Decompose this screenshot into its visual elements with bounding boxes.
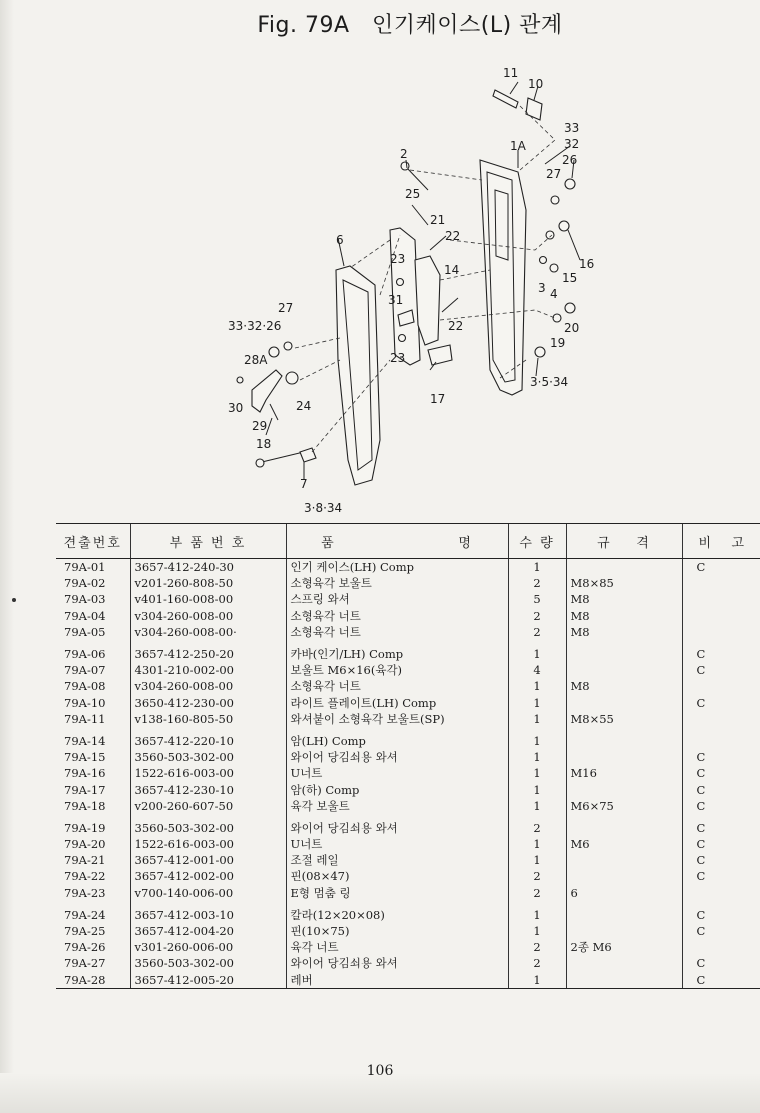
cell-part-name: 와이어 당김쇠용 와셔 [286, 749, 508, 765]
light-plate-10 [526, 98, 542, 120]
cell-remarks [682, 939, 760, 955]
label-22-lower: 22 [448, 319, 464, 333]
table-row [56, 939, 760, 955]
col-header-quantity: 수 량 [508, 524, 566, 559]
label-26: 26 [562, 153, 578, 167]
cell-item-no: 79A-01 [64, 560, 106, 575]
cell-part-no: v301-260-006-00 [130, 939, 286, 955]
nut-16 [559, 221, 569, 231]
label-21: 21 [430, 213, 446, 227]
cell-item-no: 79A-03 [64, 592, 106, 607]
cell-spec [566, 972, 682, 989]
washer-19 [553, 314, 561, 322]
cell-part-name: U너트 [286, 836, 508, 852]
cell-item-no: 79A-23 [64, 885, 106, 900]
cell-spec [566, 814, 682, 836]
cell-item-no: 79A-20 [64, 837, 106, 852]
cell-part-name: 소형육각 너트 [286, 608, 508, 624]
label-6: 6 [336, 233, 344, 247]
page-edge-shadow [0, 0, 14, 1113]
table-row [56, 608, 760, 624]
cell-remarks: C [682, 559, 760, 576]
cell-quantity: 1 [508, 678, 566, 694]
cell-spec [566, 662, 682, 678]
cell-remarks [682, 608, 760, 624]
label-27-left: 27 [278, 301, 294, 315]
cell-part-name: 보울트 M6×16(육각) [286, 662, 508, 678]
cell-spec: M8 [566, 591, 682, 607]
label-11: 11 [503, 66, 519, 80]
label-27: 27 [546, 167, 562, 181]
col-header-part-name: 품 명 [286, 524, 508, 559]
cell-part-no: 3657-412-003-10 [130, 901, 286, 923]
cell-part-name: 와셔붙이 소형육각 보울트(SP) [286, 711, 508, 727]
main-case-1a [480, 160, 526, 395]
table-row [56, 695, 760, 711]
cell-item-no: 79A-06 [64, 647, 106, 662]
cell-item-no: 79A-04 [64, 608, 106, 623]
nut-33-32-26 [269, 347, 279, 357]
cell-spec: M8×85 [566, 575, 682, 591]
label-3-8-34: 3·8·34 [304, 501, 343, 515]
cell-quantity: 1 [508, 727, 566, 749]
cell-spec [566, 695, 682, 711]
cell-part-name: 라이트 플레이트(LH) Comp [286, 695, 508, 711]
table-row [56, 852, 760, 868]
cell-part-name: 카바(인기/LH) Comp [286, 640, 508, 662]
cell-remarks: C [682, 814, 760, 836]
cell-remarks: C [682, 662, 760, 678]
nut-3-5-34 [535, 347, 545, 357]
cell-part-no: v304-260-008-00 [130, 678, 286, 694]
label-22-upper: 22 [445, 229, 461, 243]
page-number: 106 [366, 1063, 394, 1079]
exploded-parts-diagram [200, 60, 600, 520]
cell-remarks [682, 591, 760, 607]
table-row [56, 575, 760, 591]
cell-remarks: C [682, 765, 760, 781]
cell-item-no: 79A-11 [64, 711, 106, 726]
cell-part-no: 4301-210-002-00 [130, 662, 286, 678]
table-row [56, 885, 760, 901]
label-2: 2 [400, 147, 408, 161]
cell-quantity: 2 [508, 624, 566, 640]
cell-part-name: 육각 보울트 [286, 798, 508, 814]
cell-quantity: 1 [508, 923, 566, 939]
cell-item-no: 79A-16 [64, 766, 106, 781]
label-33: 33 [564, 121, 580, 135]
parts-table [56, 523, 760, 989]
cell-remarks: C [682, 695, 760, 711]
cell-spec: M16 [566, 765, 682, 781]
cell-part-no: 1522-616-003-00 [130, 836, 286, 852]
cell-remarks: C [682, 955, 760, 971]
label-31: 31 [388, 293, 404, 307]
label-10: 10 [528, 77, 544, 91]
table-row [56, 640, 760, 662]
washer-15 [546, 231, 554, 239]
ering-23-upper [397, 279, 404, 286]
cell-part-name: 조절 레일 [286, 852, 508, 868]
label-33-32-26: 33·32·26 [228, 319, 282, 333]
cell-quantity: 1 [508, 695, 566, 711]
cell-part-name: E형 멈춤 링 [286, 885, 508, 901]
cell-part-no: 3657-412-004-20 [130, 923, 286, 939]
label-3: 3 [538, 281, 546, 295]
cell-spec: M6 [566, 836, 682, 852]
cell-item-no: 79A-28 [56, 972, 130, 989]
washer-27 [551, 196, 559, 204]
cell-spec [566, 901, 682, 923]
cell-quantity: 2 [508, 885, 566, 901]
cell-part-name: 핀(10×75) [286, 923, 508, 939]
col-header-item-no: 견출번호 [56, 524, 130, 559]
col-header-spec: 규 격 [566, 524, 682, 559]
cell-spec: M8 [566, 624, 682, 640]
cell-remarks: C [682, 972, 760, 989]
cell-part-no: v138-160-805-50 [130, 711, 286, 727]
cell-remarks: C [682, 901, 760, 923]
cell-part-no: v200-260-607-50 [130, 798, 286, 814]
cell-part-no: 3560-503-302-00 [130, 749, 286, 765]
table-row [56, 662, 760, 678]
table-row [56, 727, 760, 749]
cell-remarks: C [682, 640, 760, 662]
label-25: 25 [405, 187, 421, 201]
label-15: 15 [562, 271, 578, 285]
cell-remarks [682, 575, 760, 591]
cell-remarks [682, 678, 760, 694]
cell-spec [566, 749, 682, 765]
label-28a: 28A [244, 353, 268, 367]
table-row [56, 836, 760, 852]
page-title [0, 8, 760, 39]
cell-part-no: v304-260-008-00· [130, 624, 286, 640]
cell-part-no: 3657-412-250-20 [130, 640, 286, 662]
label-24: 24 [296, 399, 312, 413]
collar-24 [286, 372, 298, 384]
cell-remarks [682, 727, 760, 749]
cell-spec [566, 559, 682, 576]
cell-remarks: C [682, 923, 760, 939]
cell-remarks: C [682, 781, 760, 797]
cell-part-name: 와이어 당김쇠용 와셔 [286, 814, 508, 836]
table-row [56, 923, 760, 939]
cell-quantity: 2 [508, 955, 566, 971]
cell-part-no: 3657-412-240-30 [130, 559, 286, 576]
cell-quantity: 1 [508, 901, 566, 923]
cell-quantity: 1 [508, 852, 566, 868]
table-row [56, 749, 760, 765]
cell-remarks: C [682, 868, 760, 884]
cell-quantity: 1 [508, 640, 566, 662]
bolt-29 [270, 404, 278, 420]
cell-item-no: 79A-27 [64, 956, 106, 971]
table-row [56, 765, 760, 781]
cell-remarks: C [682, 798, 760, 814]
cell-quantity: 2 [508, 575, 566, 591]
label-32: 32 [564, 137, 580, 151]
label-14: 14 [444, 263, 460, 277]
cell-remarks [682, 711, 760, 727]
cell-part-no: 3657-412-001-00 [130, 852, 286, 868]
cell-quantity: 5 [508, 591, 566, 607]
lower-arm-17 [428, 345, 452, 365]
label-23-lower: 23 [390, 351, 406, 365]
cell-quantity: 2 [508, 814, 566, 836]
cover-6 [336, 266, 380, 485]
cell-item-no: 79A-07 [64, 663, 106, 678]
cell-remarks [682, 624, 760, 640]
cell-part-no: 3657-412-230-10 [130, 781, 286, 797]
cell-part-name: 칼라(12×20×08) [286, 901, 508, 923]
cell-quantity: 2 [508, 868, 566, 884]
col-header-remarks: 비 고 [682, 524, 760, 559]
cell-part-no: 3657-412-220-10 [130, 727, 286, 749]
cell-item-no: 79A-22 [64, 869, 106, 884]
cell-part-no: 1522-616-003-00 [130, 765, 286, 781]
label-20: 20 [564, 321, 580, 335]
pin-30 [237, 377, 243, 383]
cell-item-no: 79A-17 [64, 782, 106, 797]
cell-part-name: 와이어 당김쇠용 와셔 [286, 955, 508, 971]
bolt-11 [493, 90, 518, 108]
cell-spec: 6 [566, 885, 682, 901]
cell-item-no: 79A-02 [64, 576, 106, 591]
cell-part-name: 소형육각 너트 [286, 624, 508, 640]
label-30: 30 [228, 401, 244, 415]
label-3-5-34: 3·5·34 [530, 375, 569, 389]
figure-name: 인기케이스(L) 관계 [371, 13, 563, 38]
cell-remarks: C [682, 852, 760, 868]
table-row [56, 798, 760, 814]
cell-part-no: v304-260-008-00 [130, 608, 286, 624]
cell-quantity: 2 [508, 939, 566, 955]
cell-quantity: 1 [508, 559, 566, 576]
pin-22-lower [442, 298, 458, 312]
cell-item-no: 79A-10 [64, 695, 106, 710]
cell-remarks: C [682, 836, 760, 852]
table-header-row [56, 524, 760, 559]
label-19: 19 [550, 336, 566, 350]
cell-remarks [682, 885, 760, 901]
cell-spec [566, 852, 682, 868]
cell-item-no: 79A-08 [64, 679, 106, 694]
cell-quantity: 2 [508, 608, 566, 624]
cell-spec: M6×75 [566, 798, 682, 814]
cell-quantity: 1 [508, 749, 566, 765]
table-row [56, 711, 760, 727]
table-row [56, 972, 760, 989]
cell-part-name: 암(LH) Comp [286, 727, 508, 749]
nut-4 [550, 264, 558, 272]
cell-spec: M8 [566, 608, 682, 624]
table-row [56, 955, 760, 971]
cell-spec [566, 923, 682, 939]
pin-25 [412, 205, 428, 225]
cell-part-no: 3650-412-230-00 [130, 695, 286, 711]
cell-spec: 2종 M6 [566, 939, 682, 955]
cell-item-no: 79A-15 [64, 750, 106, 765]
table-row [56, 624, 760, 640]
cell-part-no: v700-140-006-00 [130, 885, 286, 901]
cell-quantity: 1 [508, 972, 566, 989]
cell-part-no: 3560-503-302-00 [130, 955, 286, 971]
label-16: 16 [579, 257, 595, 271]
washer-27-left [284, 342, 292, 350]
cell-remarks: C [682, 749, 760, 765]
cell-spec: M8 [566, 678, 682, 694]
cell-part-name: 암(하) Comp [286, 781, 508, 797]
nut-20 [565, 303, 575, 313]
label-18: 18 [256, 437, 272, 451]
cell-part-no: 3560-503-302-00 [130, 814, 286, 836]
cell-item-no: 79A-24 [64, 907, 106, 922]
table-row [56, 781, 760, 797]
cell-item-no: 79A-25 [64, 924, 106, 939]
cell-item-no: 79A-18 [64, 798, 106, 813]
figure-number: Fig. 79A [257, 13, 350, 38]
table-row [56, 901, 760, 923]
cell-part-name: 레버 [286, 972, 508, 989]
lever-28a [252, 370, 282, 412]
label-23-upper: 23 [390, 252, 406, 266]
cell-part-no: 3657-412-005-20 [130, 972, 286, 989]
cell-item-no: 79A-26 [64, 940, 106, 955]
cell-part-name: 소형육각 너트 [286, 678, 508, 694]
cell-spec [566, 727, 682, 749]
table-row [56, 678, 760, 694]
label-7: 7 [300, 477, 308, 491]
pin-22-upper [430, 236, 446, 250]
label-29: 29 [252, 419, 268, 433]
scan-speck [12, 598, 16, 602]
washer-3 [540, 257, 547, 264]
table-row [56, 591, 760, 607]
cell-spec [566, 781, 682, 797]
cell-part-no: v201-260-808-50 [130, 575, 286, 591]
cell-part-no: 3657-412-002-00 [130, 868, 286, 884]
cell-item-no: 79A-21 [64, 853, 106, 868]
cell-item-no: 79A-05 [64, 624, 106, 639]
cell-part-name: 육각 너트 [286, 939, 508, 955]
cell-part-no: v401-160-008-00 [130, 591, 286, 607]
page-bottom-shadow [0, 1073, 760, 1113]
cell-quantity: 1 [508, 781, 566, 797]
cell-spec [566, 868, 682, 884]
cell-quantity: 4 [508, 662, 566, 678]
ering-23-lower [399, 335, 406, 342]
label-17: 17 [430, 392, 446, 406]
cell-part-name: 인기 케이스(LH) Comp [286, 559, 508, 576]
cell-part-name: 소형육각 보울트 [286, 575, 508, 591]
cell-item-no: 79A-14 [64, 733, 106, 748]
cell-part-name: 스프링 와셔 [286, 591, 508, 607]
table-row [56, 868, 760, 884]
cell-spec [566, 955, 682, 971]
label-4: 4 [550, 287, 558, 301]
table-row [56, 814, 760, 836]
cell-quantity: 1 [508, 765, 566, 781]
cell-part-name: 핀(08×47) [286, 868, 508, 884]
cell-quantity: 1 [508, 711, 566, 727]
label-1a: 1A [510, 139, 526, 153]
cell-quantity: 1 [508, 798, 566, 814]
cell-item-no: 79A-19 [64, 820, 106, 835]
nut-26 [565, 179, 575, 189]
cell-quantity: 1 [508, 836, 566, 852]
cell-spec: M8×55 [566, 711, 682, 727]
table-row [56, 559, 760, 576]
parts-table-body [56, 559, 760, 989]
cell-part-name: U너트 [286, 765, 508, 781]
col-header-part-no: 부 품 번 호 [130, 524, 286, 559]
cell-spec [566, 640, 682, 662]
